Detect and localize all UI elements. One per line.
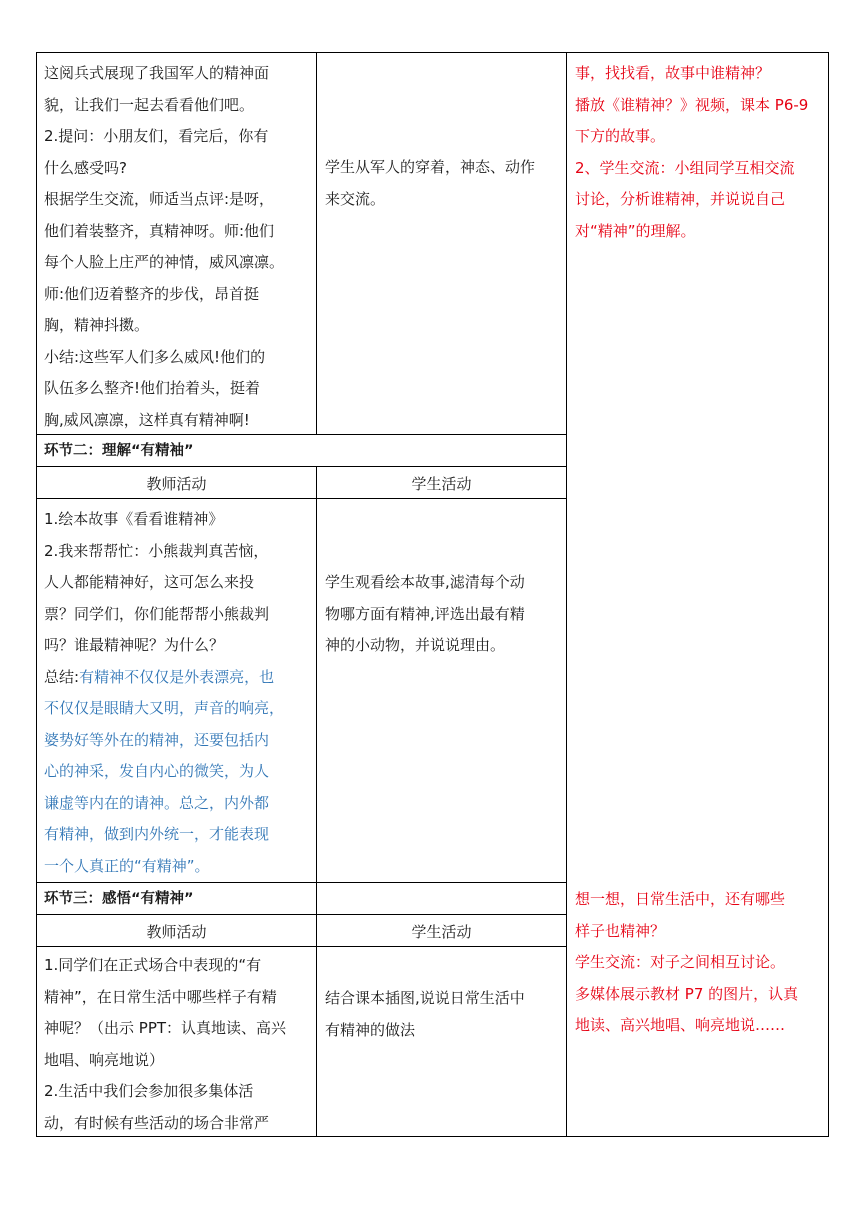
- table-border-left: [36, 52, 37, 1137]
- text-line: 貌，让我们一起去看看他们吧。: [44, 95, 255, 114]
- text-line: 想一想，日常生活中，还有哪些: [575, 890, 786, 908]
- side-notes-2: [575, 884, 827, 1042]
- top-student-cell: [325, 152, 565, 215]
- section3-teacher-header: 教师活动: [146, 923, 207, 941]
- text-line: 他们着装整齐，真精神呀。师:他们: [44, 221, 275, 240]
- summary-text: 有精神不仅仅是外表漂亮，也: [79, 667, 275, 686]
- text-line: 学生交流：对子之间相互讨论。: [575, 953, 786, 971]
- text-line: 人人都能精神好，这可怎么来投: [44, 573, 255, 591]
- text-line: 2、学生交流：小组同学互相交流: [575, 158, 795, 177]
- mid-divider-section3-title: [316, 882, 317, 914]
- text-line: 2.提问：小朋友们，看完后，你有: [44, 127, 269, 145]
- text-line: 2.生活中我们会参加很多集体活: [44, 1082, 254, 1100]
- summary-line: 心的神采，发自内心的微笑，为人: [44, 762, 270, 780]
- text-line: 神的小动物，并说说理由。: [325, 636, 506, 654]
- section2-title: 环节二：理解“有精袖”: [44, 443, 194, 459]
- mid-divider-section3: [316, 914, 317, 1137]
- section3-title: 环节三：感悟“有精神”: [44, 891, 194, 907]
- top-teacher-cell: [44, 58, 316, 436]
- text-line: 根据学生交流，师适当点评:是呀，: [44, 190, 275, 208]
- table-border-right: [828, 52, 829, 1137]
- text-line: 多媒体展示教材 P7 的图片，认真: [575, 984, 799, 1003]
- text-line: 吗？谁最精神呢？为什么？: [44, 636, 225, 654]
- section2-teacher-cell: [44, 504, 316, 882]
- text-line: 神呢？（出示 PPT：认真地读、高兴: [44, 1019, 287, 1037]
- text-line: 学生从军人的穿着，神态、动作: [325, 158, 536, 176]
- text-line: 每个人脸上庄严的神情，威风凛凛。: [44, 253, 285, 271]
- side-notes-1: [575, 58, 827, 247]
- text-line: 播放《谁精神？》视频，课本 P6-9: [575, 95, 809, 114]
- text-line: 小结:这些军人们多么威风!他们的: [44, 347, 266, 366]
- text-line: 物哪方面有精神,评选出最有精: [325, 604, 525, 623]
- text-line: 结合课本插图,说说日常生活中: [325, 989, 525, 1007]
- text-line: 队伍多么整齐!他们抬着头，挺着: [44, 379, 261, 397]
- text-line: 对“精神”的理解。: [575, 221, 696, 240]
- text-line: 事，找找看，故事中谁精神？: [575, 64, 771, 82]
- mid-divider-section2: [316, 466, 317, 882]
- summary-line: 有精神，做到内外统一，才能表现: [44, 825, 270, 843]
- section3-teacher-cell: [44, 950, 316, 1139]
- text-line: 2.我来帮帮忙：小熊裁判真苦恼，: [44, 541, 269, 560]
- summary-line: 不仅仅是眼睛大又明，声音的响亮，: [44, 699, 285, 717]
- summary-label: 总结:: [44, 667, 80, 686]
- text-line: 什么感受吗?: [44, 158, 127, 177]
- text-line: 讨论，分析谁精神，并说说自己: [575, 190, 786, 208]
- section3-student-header: 学生活动: [411, 923, 472, 941]
- text-line: 下方的故事。: [575, 127, 666, 145]
- text-line: 来交流。: [325, 189, 386, 208]
- text-line: 有精神的做法: [325, 1020, 416, 1039]
- side-column-divider: [566, 52, 567, 1137]
- text-line: 学生观看绘本故事,滤清每个动: [325, 573, 525, 591]
- text-line: 精神”，在日常生活中哪些样子有精: [44, 987, 277, 1006]
- summary-first-line: [44, 662, 316, 694]
- section2-teacher-header: 教师活动: [146, 475, 207, 493]
- text-line: 师:他们迈着整齐的步伐，昂首挺: [44, 284, 260, 303]
- text-line: 地唱、响亮地说）: [44, 1050, 165, 1069]
- row-divider: [36, 882, 567, 883]
- summary-line: 婆势好等外在的精神，还要包括内: [44, 730, 270, 749]
- text-line: 样子也精神？: [575, 921, 666, 940]
- text-line: 地读、高兴地唱、响亮地说……: [575, 1016, 786, 1034]
- text-line: 1.同学们在正式场合中表现的“有: [44, 956, 262, 974]
- section2-student-cell: [325, 567, 565, 662]
- text-line: 这阅兵式展现了我国军人的精神面: [44, 64, 270, 82]
- summary-line: 一个人真正的“有精神”。: [44, 856, 210, 875]
- text-line: 胸,威风凛凛，这样真有精神啊!: [44, 410, 250, 429]
- text-line: 胸，精神抖擞。: [44, 316, 150, 334]
- mid-divider-top: [316, 52, 317, 434]
- text-line: 票？同学们，你们能帮帮小熊裁判: [44, 604, 270, 623]
- text-line: 1.绘本故事《看看谁精神》: [44, 510, 224, 528]
- text-line: 动，有时候有些活动的场合非常严: [44, 1113, 270, 1132]
- summary-line: 谦虚等内在的请神。总之，内外都: [44, 793, 270, 812]
- table-border-top: [36, 52, 829, 53]
- section3-student-cell: [325, 983, 565, 1046]
- section2-student-header: 学生活动: [411, 475, 472, 493]
